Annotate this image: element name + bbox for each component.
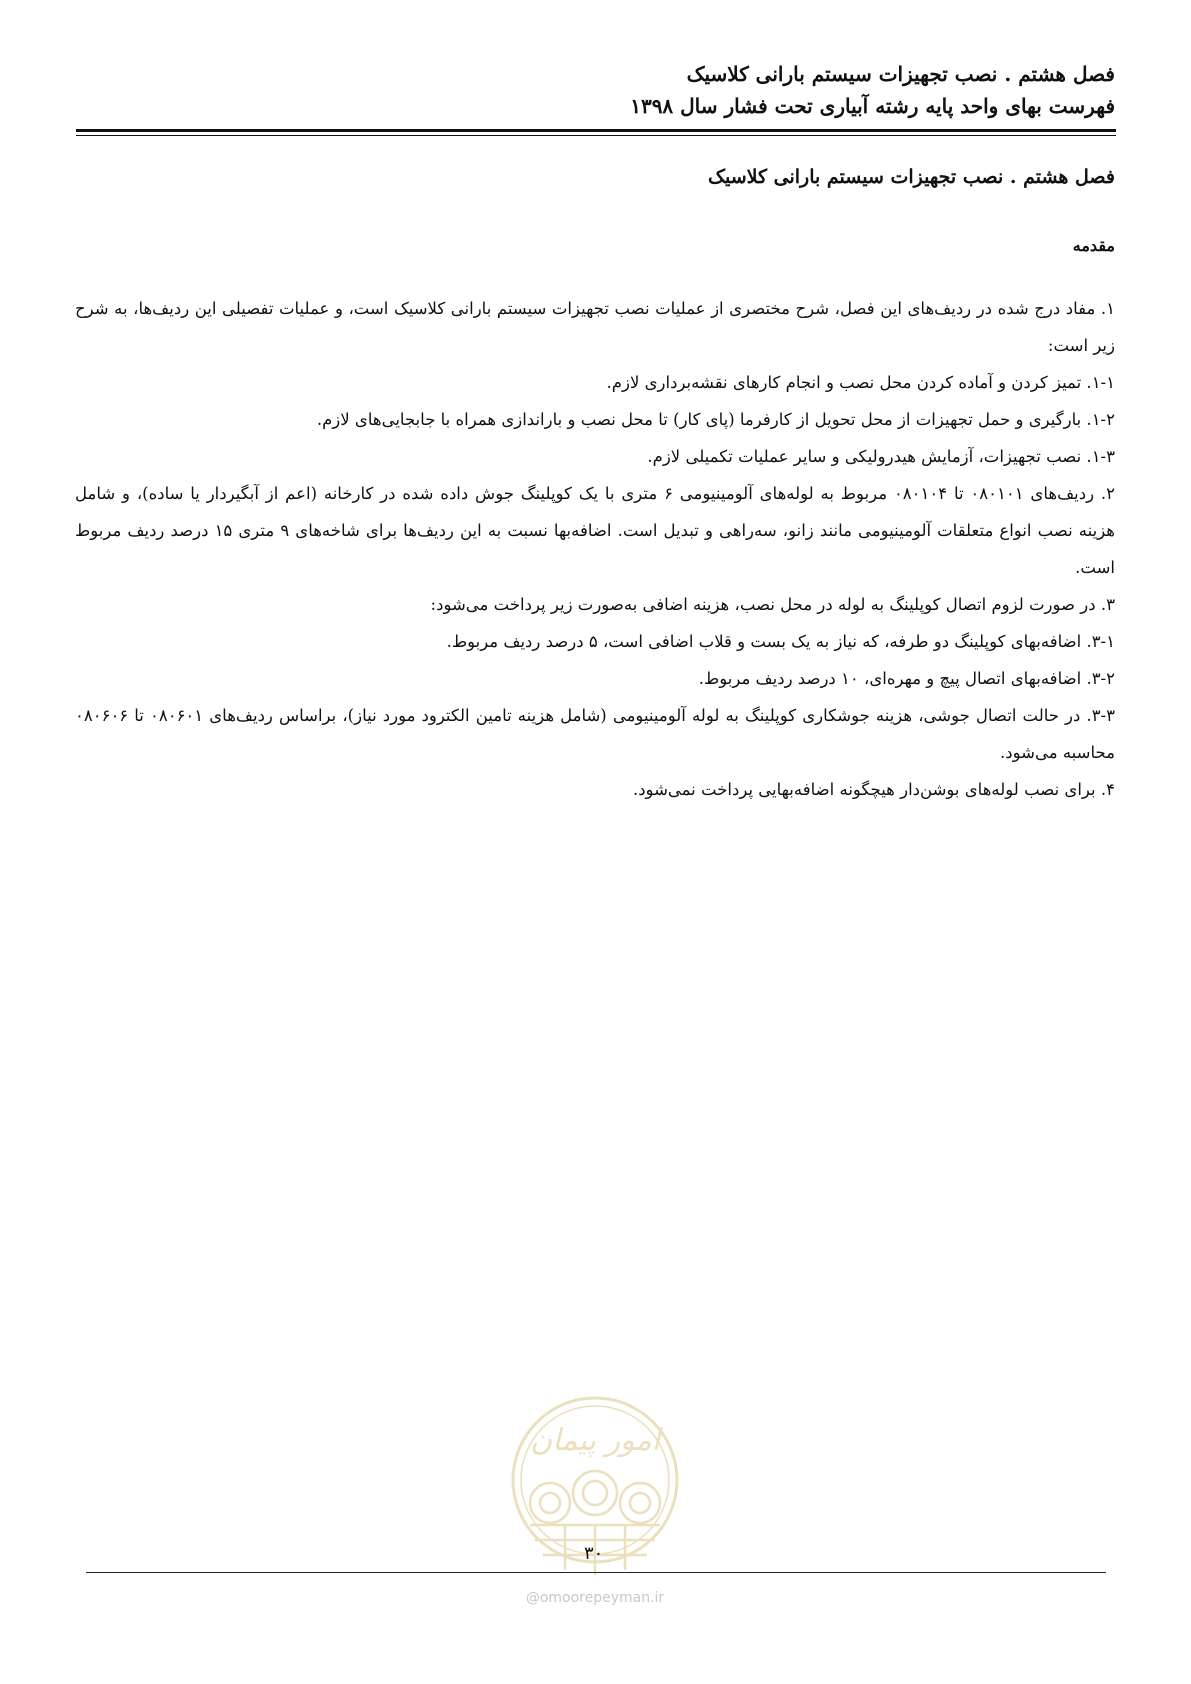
running-header [75, 58, 1115, 122]
header-chapter-line: فصل هشتم . نصب تجهیزات سیستم بارانی کلاسیک [686, 62, 1115, 86]
chapter-title: فصل هشتم . نصب تجهیزات سیستم بارانی کلاسیک [707, 166, 1115, 188]
header-price-list-line: فهرست بهای واحد پایه رشته آبیاری تحت فشار سال ۱۳۹۸ [630, 94, 1115, 118]
paragraph-3-3: ۳-۳. در حالت اتصال جوشی، هزینه جوشکاری کوپلینگ به لوله آلومینیومی (شامل هزینه تامین الکترود مورد نیاز)، براساس ردیف‌های ۰۸۰۶۰۱ تا ۰۸۰۶۰۶ محاسبه می‌شود. [75, 706, 1115, 762]
body-text [75, 290, 1115, 808]
watermark-text: امور پیمان [530, 1423, 660, 1458]
footer-rule [86, 1572, 1106, 1573]
paragraph-1-2: ۱-۲. بارگیری و حمل تجهیزات از محل تحویل از کارفرما (پای کار) تا محل نصب و باراندازی همراه با جابجایی‌های لازم. [316, 410, 1115, 429]
paragraph-1-1: ۱-۱. تمیز کردن و آماده کردن محل نصب و انجام کارهای نقشه‌برداری لازم. [606, 373, 1115, 392]
paragraph-4: ۴. برای نصب لوله‌های بوشن‌دار هیچگونه اضافه‌بهایی پرداخت نمی‌شود. [632, 780, 1115, 799]
section-heading: مقدمه [1072, 236, 1115, 255]
paragraph-3-2: ۳-۲. اضافه‌بهای اتصال پیچ و مهره‌ای، ۱۰ درصد ردیف مربوط. [698, 669, 1115, 688]
site-watermark-url: @omoorepeyman.ir [525, 1590, 665, 1606]
page-number: ۳۰ [584, 1543, 604, 1564]
paragraph-2: ۲. ردیف‌های ۰۸۰۱۰۱ تا ۰۸۰۱۰۴ مربوط به لوله‌های آلومینیومی ۶ متری با یک کوپلینگ جوش داده شده در کارخانه (اعم از آبگیردار یا ساده)، و شامل هزینه نصب انواع متعلقات آلومینیومی مانند زانو، سه‌راهی و تبدیل است. اضافه‌بها نسبت به این ردیف‌ها برای شاخه‌های ۹ متری ۱۵ درصد ردیف مربوط است. [75, 484, 1116, 577]
paragraph-1-3: ۱-۳. نصب تجهیزات، آزمایش هیدرولیکی و سایر عملیات تکمیلی لازم. [647, 447, 1115, 466]
header-rule-thin [76, 135, 1116, 136]
paragraph-1: ۱. مفاد درج شده در ردیف‌های این فصل، شرح مختصری از عملیات نصب تجهیزات سیستم بارانی کلاسیک است، و عملیات تفصیلی این ردیف‌ها، به شرح زیر است: [75, 299, 1115, 355]
paragraph-3-1: ۳-۱. اضافه‌بهای کوپلینگ دو طرفه، که نیاز به یک بست و قلاب اضافی است، ۵ درصد ردیف مربوط. [446, 632, 1115, 651]
paragraph-3: ۳. در صورت لزوم اتصال کوپلینگ به لوله در محل نصب، هزینه اضافی به‌صورت زیر پرداخت می‌شود: [430, 595, 1115, 614]
header-rule-thick [76, 129, 1116, 132]
